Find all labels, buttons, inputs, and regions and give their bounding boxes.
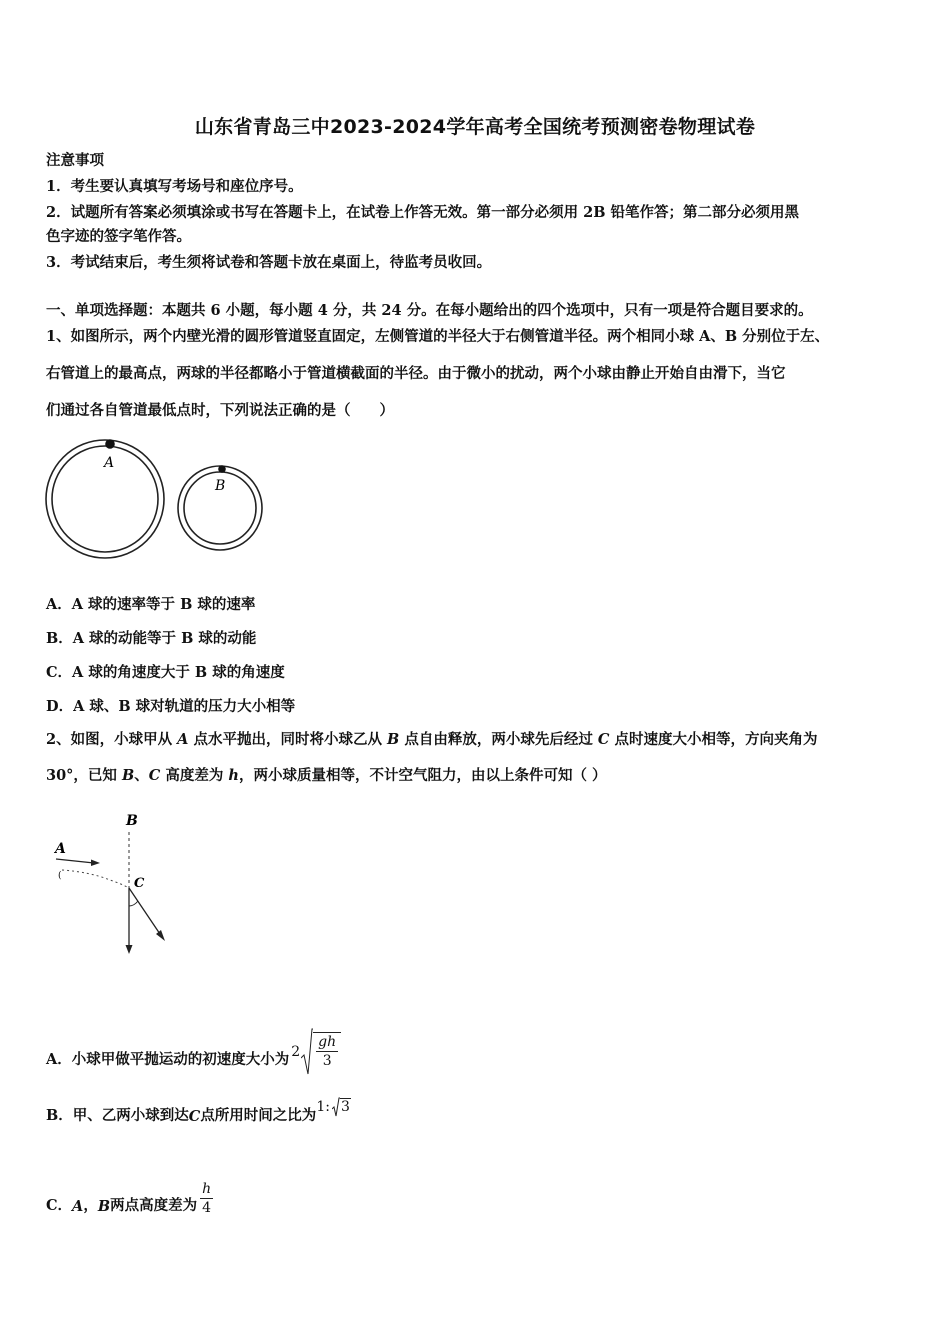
page-title: 山东省青岛三中2023-2024学年高考全国统考预测密卷物理试卷	[194, 116, 756, 138]
formula-c: h 4	[202, 1181, 212, 1216]
trajectory-mark: (	[58, 871, 62, 881]
q1-option-c: C．A 球的角速度大于 B 球的角速度	[46, 664, 285, 681]
trajectory	[62, 870, 129, 888]
q2-figure	[50, 808, 190, 963]
q1-option-d: D．A 球、B 球对轨道的压力大小相等	[46, 698, 296, 715]
arrow-head	[126, 945, 133, 954]
a-velocity-arrow	[56, 859, 94, 863]
label-a: A	[55, 841, 66, 857]
q2-option-a: A．小球甲做平抛运动的初速度大小为 2 gh 3	[46, 1034, 341, 1082]
formula-a: 2 gh 3	[291, 1028, 341, 1076]
q1-option-a: A．A 球的速率等于 B 球的速率	[46, 596, 256, 613]
q1-stem-line-2: 右管道上的最高点，两球的半径都略小于管道横截面的半径。由于微小的扰动，两个小球由静止开始自由滑下，当它	[46, 365, 786, 382]
q1-option-b: B．A 球的动能等于 B 球的动能	[46, 630, 257, 647]
note-item-2-cont: 色字迹的签字笔作答。	[46, 228, 191, 245]
q2-option-b: B．甲、乙两小球到达 C 点所用时间之比为 1: 3	[46, 1099, 350, 1125]
q1-stem-line-3: 们通过各自管道最低点时，下列说法正确的是（ ）	[46, 402, 394, 419]
ball-b	[218, 465, 226, 473]
q1-stem-line-1: 1、如图所示，两个内壁光滑的圆形管道竖直固定，左侧管道的半径大于右侧管道半径。两个相同小球 A、B 分别位于左、	[46, 328, 830, 345]
q2-stem-line-1: 2、如图，小球甲从 A 点水平抛出，同时将小球乙从 B 点自由释放，两小球先后经过 C 点时速度大小相等，方向夹角为	[46, 731, 818, 748]
label-b: B	[126, 813, 138, 829]
note-item-1: 1．考生要认真填写考场号和座位序号。	[46, 178, 303, 195]
q1-figure	[40, 434, 270, 564]
notes-heading: 注意事项	[46, 152, 104, 169]
label-c: C	[134, 876, 145, 891]
label-b: B	[215, 478, 226, 494]
note-item-2: 2．试题所有答案必须填涂或书写在答题卡上，在试卷上作答无效。第一部分必须用 2B 铅笔作答；第二部分必须用黑	[46, 204, 800, 221]
radical-sign-icon	[332, 1097, 340, 1117]
q2-option-c: C． A ， B 两点高度差为 h 4	[46, 1181, 212, 1216]
radical-sign-icon	[301, 1028, 313, 1076]
angle-arc	[129, 901, 138, 906]
arrow-head	[91, 860, 100, 867]
note-item-3: 3．考试结束后，考生须将试卷和答题卡放在桌面上，待监考员收回。	[46, 254, 492, 271]
arrow-head	[156, 930, 165, 941]
q2-stem-line-2: 30°，已知 B、C 高度差为 h，两小球质量相等，不计空气阻力，由以上条件可知（ ）	[46, 767, 607, 784]
section-heading: 一、单项选择题：本题共 6 小题，每小题 4 分，共 24 分。在每小题给出的四个选项中，只有一项是符合题目要求的。	[46, 302, 813, 319]
a-final-velocity-arrow	[129, 888, 162, 937]
ball-a	[105, 439, 115, 449]
formula-b: 1: 3	[316, 1099, 350, 1115]
label-a: A	[104, 455, 115, 471]
